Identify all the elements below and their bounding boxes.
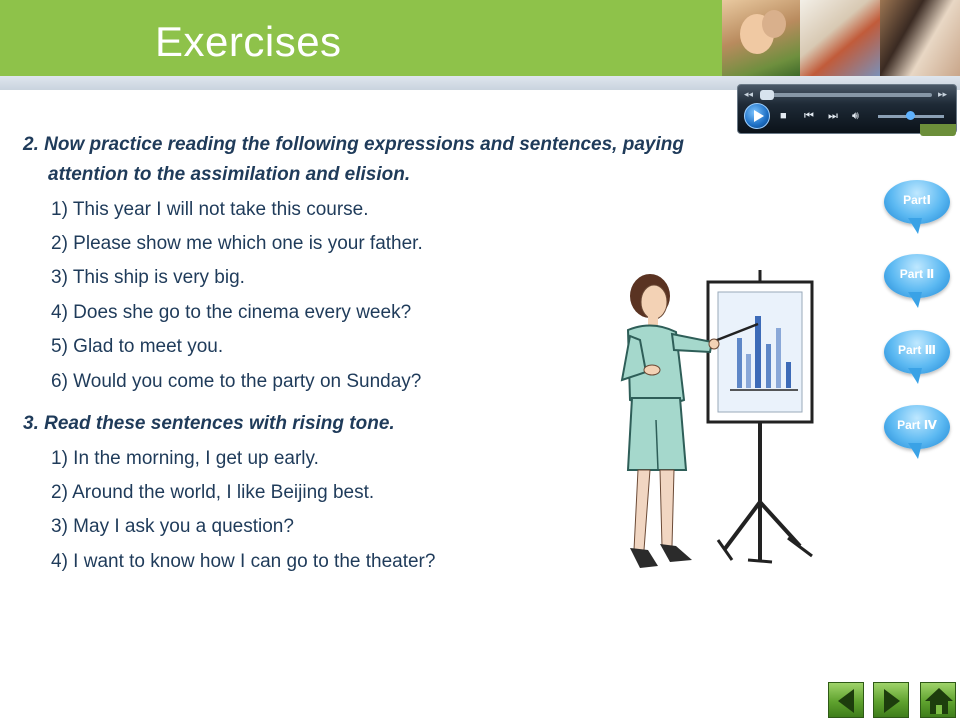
section-2-item: 2) Please show me which one is your father. — [51, 233, 423, 254]
part-1-label: PartⅠ — [903, 193, 931, 207]
triangle-right-icon — [874, 683, 910, 719]
previous-slide-button[interactable] — [828, 682, 864, 718]
header-bar — [0, 0, 722, 76]
part-1-button[interactable] — [882, 180, 950, 242]
seek-thumb[interactable] — [760, 90, 774, 100]
section-2-item: 6) Would you come to the party on Sunday? — [51, 371, 422, 392]
section-2-item: 1) This year I will not take this course. — [51, 199, 369, 220]
section-2-item: 4) Does she go to the cinema every week? — [51, 302, 412, 323]
seek-bar[interactable] — [760, 93, 932, 97]
section-3-item: 2) Around the world, I like Beijing best. — [51, 482, 375, 503]
easel-icon — [708, 270, 812, 562]
section-3-item: 1) In the morning, I get up early. — [51, 448, 319, 469]
section-3-item: 4) I want to know how I can go to the theater? — [51, 551, 436, 572]
part-2-label: Part Ⅱ — [899, 267, 935, 281]
page-title: Exercises — [155, 18, 342, 65]
photo-strip — [722, 0, 960, 76]
section-3-item: 3) May I ask you a question? — [51, 516, 294, 537]
presenter-figure-icon — [622, 274, 719, 568]
stop-icon[interactable]: ■ — [780, 110, 787, 122]
part-4-button[interactable] — [882, 405, 950, 467]
home-icon — [921, 683, 957, 719]
fast-forward-icon[interactable]: ▸▸ — [938, 89, 948, 99]
volume-thumb[interactable] — [906, 111, 915, 120]
part-3-label: Part Ⅲ — [897, 343, 937, 357]
volume-icon[interactable]: 🔊︎ — [852, 110, 859, 122]
part-3-button[interactable] — [882, 330, 950, 392]
presenter-illustration — [600, 270, 840, 590]
photo-child-music — [880, 0, 960, 76]
play-icon[interactable] — [744, 103, 770, 129]
photo-child-drawing — [800, 0, 880, 76]
next-icon[interactable]: ⏭ — [828, 110, 838, 122]
rewind-icon[interactable]: ◂◂ — [744, 89, 754, 99]
section-2-heading-line-2: attention to the assimilation and elision. — [48, 164, 411, 185]
section-3-heading: 3. Read these sentences with rising tone. — [23, 413, 395, 434]
photo-child-smiling — [722, 0, 800, 76]
section-2-heading-line-1: 2. Now practice reading the following expressions and sentences, paying — [23, 134, 684, 155]
media-player-tab — [920, 124, 956, 136]
section-2-item: 5) Glad to meet you. — [51, 336, 224, 357]
next-slide-button[interactable] — [873, 682, 909, 718]
part-4-label: Part Ⅳ — [897, 418, 937, 432]
section-2-item: 3) This ship is very big. — [51, 267, 245, 288]
part-2-button[interactable] — [882, 254, 950, 316]
triangle-left-icon — [829, 683, 865, 719]
previous-icon[interactable]: ⏮ — [804, 110, 814, 122]
home-button[interactable] — [920, 682, 956, 718]
